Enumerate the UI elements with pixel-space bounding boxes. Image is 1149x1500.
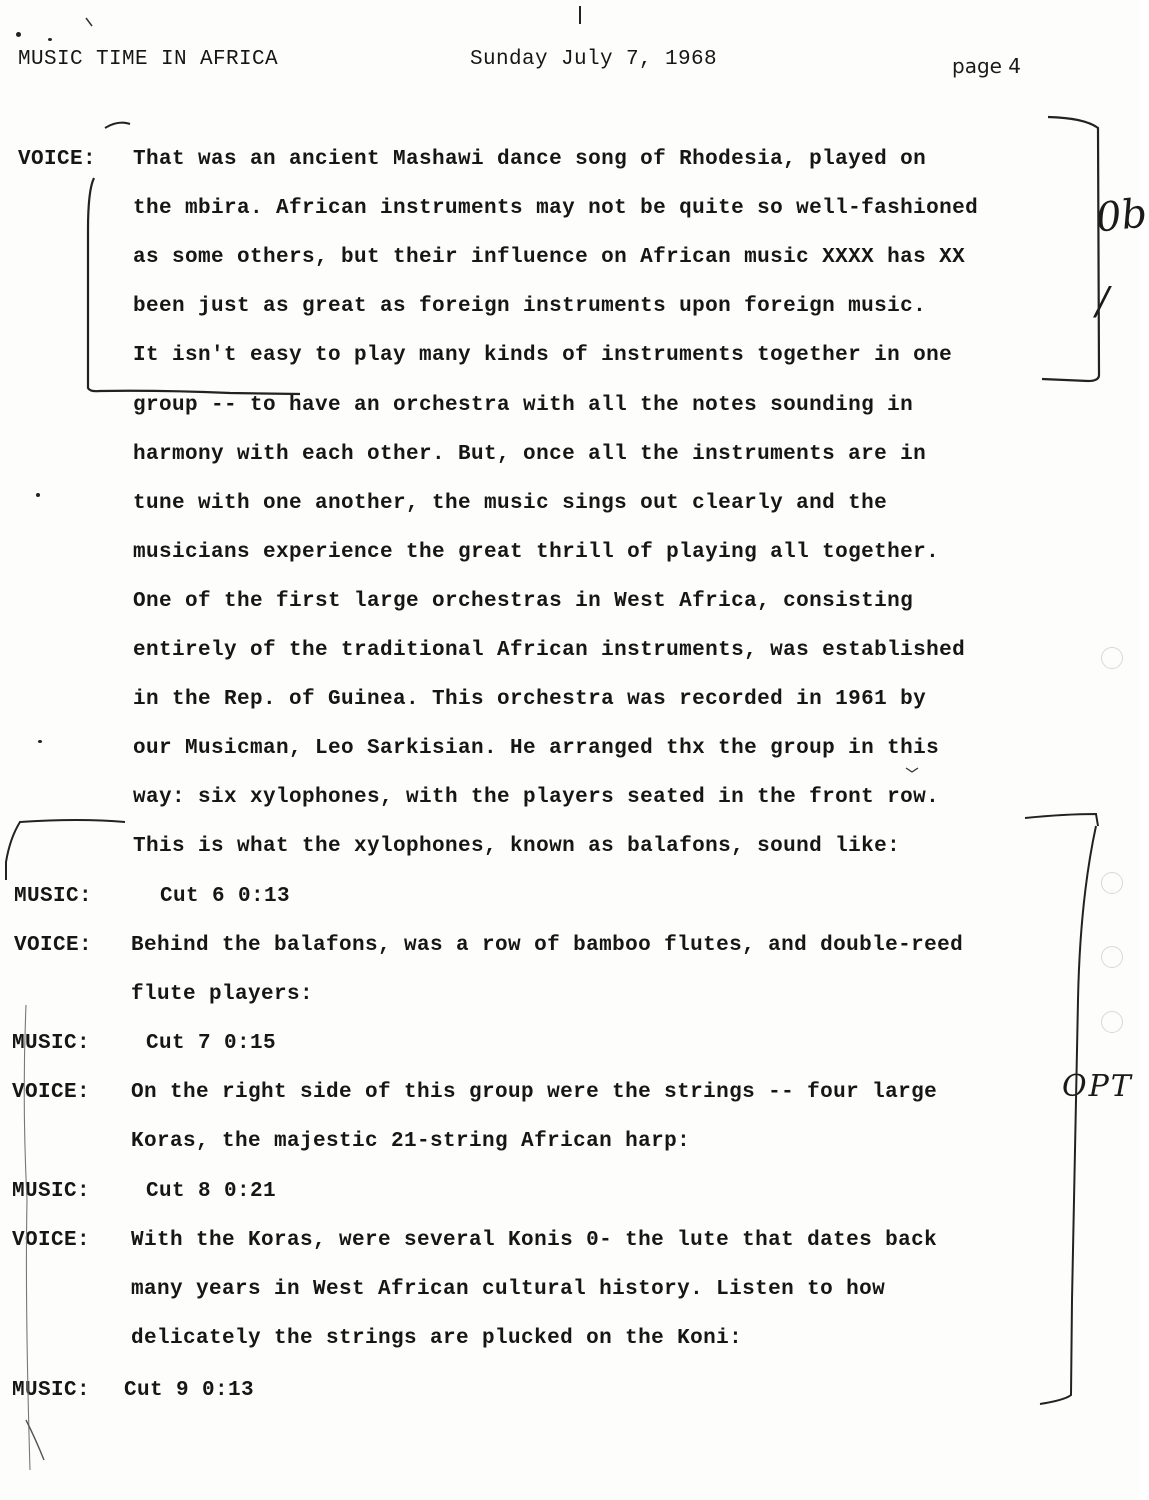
script-line: It isn't easy to play many kinds of instruments together in one: [133, 344, 953, 367]
speaker-label-music: MUSIC:: [14, 885, 93, 908]
script-line: in the Rep. of Guinea. This orchestra was recorded in 1961 by: [133, 688, 927, 711]
script-line: the mbira. African instruments may not be quite so well-fashioned: [133, 197, 979, 220]
music-cue: Cut 6 0:13: [160, 885, 291, 908]
script-line: Behind the balafons, was a row of bamboo flutes, and double-reed: [131, 934, 964, 957]
script-line: tune with one another, the music sings out clearly and the: [133, 492, 888, 515]
script-line: One of the first large orchestras in West Africa, consisting: [133, 590, 914, 613]
script-line: as some others, but their influence on African music XXXX has XX: [133, 246, 966, 269]
script-line: On the right side of this group were the strings -- four large: [131, 1081, 938, 1104]
music-cue: Cut 9 0:13: [124, 1379, 255, 1402]
script-line: been just as great as foreign instruments upon foreign music.: [133, 295, 927, 318]
speaker-label-voice: VOICE:: [14, 934, 93, 957]
broadcast-date: Sunday July 7, 1968: [470, 48, 718, 71]
ink-speck: [36, 493, 40, 497]
script-line: many years in West African cultural history. Listen to how: [131, 1278, 886, 1301]
script-line: flute players:: [131, 983, 314, 1006]
script-line: This is what the xylophones, known as balafons, sound like:: [133, 835, 901, 858]
speaker-label-voice: VOICE:: [12, 1081, 91, 1104]
speaker-label-voice: VOICE:: [12, 1229, 91, 1252]
program-title: MUSIC TIME IN AFRICA: [18, 48, 279, 71]
music-cue: Cut 7 0:15: [146, 1032, 277, 1055]
speaker-label-music: MUSIC:: [12, 1379, 91, 1402]
punch-hole-mark: [1101, 647, 1123, 669]
margin-handwritten-note: 0b: [1093, 190, 1149, 242]
script-line: delicately the strings are plucked on the Koni:: [131, 1327, 743, 1350]
speaker-label-music: MUSIC:: [12, 1180, 91, 1203]
ink-speck: [16, 32, 21, 37]
margin-handwritten-note: OPT: [1062, 1069, 1133, 1104]
margin-handwritten-note: /: [1096, 279, 1109, 323]
script-line: musicians experience the great thrill of playing all together.: [133, 541, 940, 564]
ink-speck: [38, 740, 42, 743]
script-line: That was an ancient Mashawi dance song of Rhodesia, played on: [133, 148, 927, 171]
ink-speck: [48, 38, 52, 41]
script-line: With the Koras, were several Konis 0- the lute that dates back: [131, 1229, 938, 1252]
script-line: our Musicman, Leo Sarkisian. He arranged thx the group in this: [133, 737, 940, 760]
script-line: group -- to have an orchestra with all the notes sounding in: [133, 394, 914, 417]
music-cue: Cut 8 0:21: [146, 1180, 277, 1203]
script-line: Koras, the majestic 21-string African harp:: [131, 1130, 691, 1153]
speaker-label-voice: VOICE:: [18, 148, 97, 171]
script-line: way: six xylophones, with the players seated in the front row.: [133, 786, 940, 809]
page-number: page 4: [952, 54, 1022, 78]
punch-hole-mark: [1101, 946, 1123, 968]
punch-hole-mark: [1101, 872, 1123, 894]
speaker-label-music: MUSIC:: [12, 1032, 91, 1055]
script-line: harmony with each other. But, once all the instruments are in: [133, 443, 927, 466]
script-line: entirely of the traditional African instruments, was established: [133, 639, 966, 662]
punch-hole-mark: [1101, 1011, 1123, 1033]
